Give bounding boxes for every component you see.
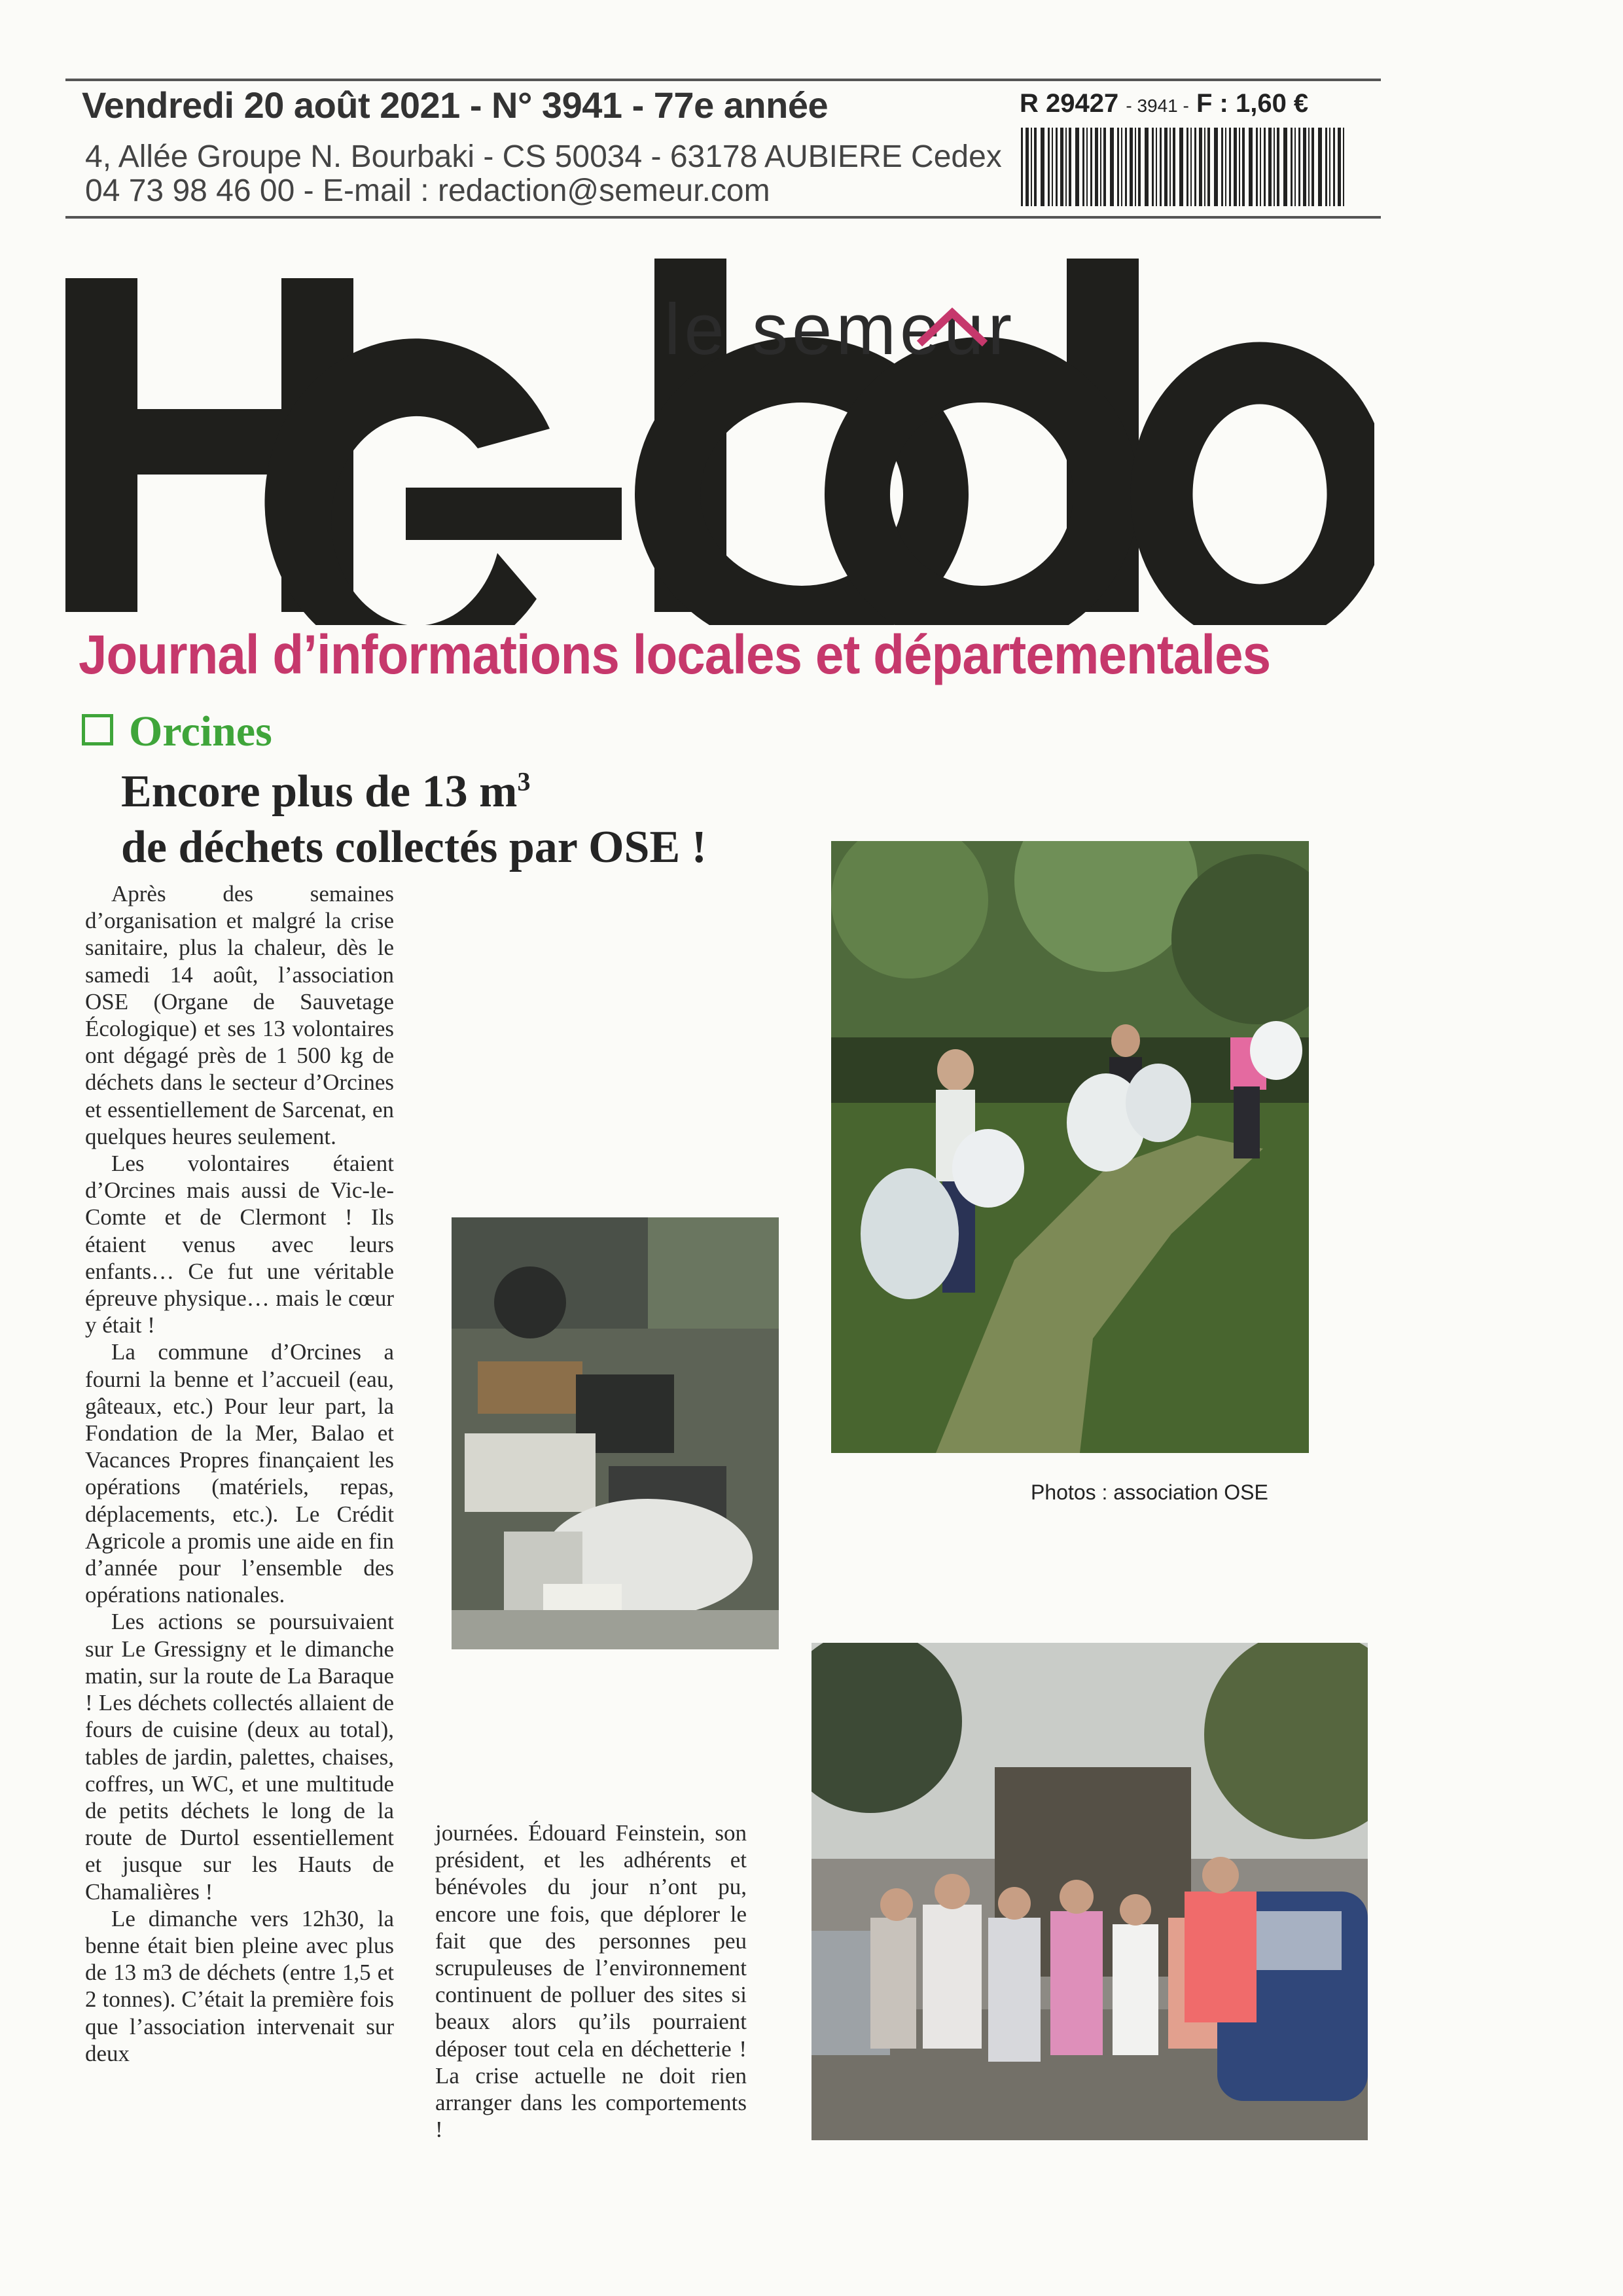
barcode-label xyxy=(1020,89,1308,118)
article-title-line1: Encore plus de 13 $m^3$ xyxy=(121,766,531,817)
article-title-line2: de déchets collectés par OSE ! xyxy=(121,822,707,872)
tagline: Journal d’informations locales et départementales xyxy=(79,624,1271,685)
paragraph-3: La commune d’Orcines a fourni la benne et l’accueil (eau, gâteaux, etc.) Pour leur part, la Fondation de la Mer, Balao et Vacances Propres finançaient les opérations (matériels, repas, déplacements, etc.). Le Crédit Agricole a promis une aide en fin d’année pour l’ensemble des opérations nationales. xyxy=(85,1339,394,1608)
header-bottom-rule xyxy=(65,216,1381,219)
masthead-subname: le semeur xyxy=(664,289,1016,370)
paragraph-5: Le dimanche vers 12h30, la benne était bien pleine avec plus de 13 m3 de déchets (entre 1,5 et 2 tonnes). C’était la première fois que l’association intervenait sur deux xyxy=(85,1905,394,2066)
paragraph-2: Les volontaires étaient d’Orcines mais aussi de Vic-le-Comte et de Clermont ! Ils étaient venus avec leurs enfants… Ce fut une véritable épreuve physique… mais le cœur y était ! xyxy=(85,1151,394,1338)
photo-group-volunteers xyxy=(812,1643,1368,2140)
photo-credit: Photos : association OSE xyxy=(1031,1480,1268,1504)
photo-volunteers-path xyxy=(831,841,1309,1453)
paragraph-6: journées. Édouard Feinstein, son président, et les adhérents et bénévoles du jour n’ont pu, encore une fois, que déplorer le fait que des personnes peu scrupuleuses de l’environnement continuent de polluer des sites si beaux alors qu’ils pourraient déposer tout cela en déchetterie ! La crise actuelle ne doit rien arranger dans les comportements ! xyxy=(435,1820,747,2143)
barcode-price: F : 1,60 € xyxy=(1196,89,1309,118)
article-column-1 xyxy=(85,880,394,2067)
checkbox-icon xyxy=(82,714,113,745)
semeur-accent-icon xyxy=(916,308,988,347)
barcode-icon xyxy=(1021,128,1348,206)
barcode-issue: - 3941 - xyxy=(1126,96,1189,116)
paragraph-1: Après des semaines d’organisation et malgré la crise sanitaire, plus la chaleur, dès le samedi 14 août, l’association OSE (Organe de Sauvetage Écologique) et ses 13 volontaires ont dégagé près de 1 500 kg de déchets dans le secteur d’Orcines et essentiellement de Sarcenat, en quelques heures seulement. xyxy=(85,881,394,1149)
article-column-2 xyxy=(435,1820,747,2143)
address-line: 4, Allée Groupe N. Bourbaki - CS 50034 - 63178 AUBIERE Cedex xyxy=(85,139,1002,174)
contact-line: 04 73 98 46 00 - E-mail : redaction@semeur.com xyxy=(85,173,770,208)
header-top-rule xyxy=(65,79,1381,81)
photo-waste-skip xyxy=(452,1217,779,1649)
section-label: Orcines xyxy=(82,707,272,757)
paragraph-4: Les actions se poursuivaient sur Le Gressigny et le dimanche matin, sur la route de La Baraque ! Les déchets collectés allaient de fours de cuisine (deux au total), tables de jardin, palettes, chaises, coffres, un WC, et une multitude de petits déchets le long de la route de Durtol essentiellement et jusque sur les Hauts de Chamalières ! xyxy=(85,1609,394,1905)
issue-line: Vendredi 20 août 2021 - N° 3941 - 77e année xyxy=(82,84,829,126)
barcode-ref: R 29427 xyxy=(1020,89,1119,118)
